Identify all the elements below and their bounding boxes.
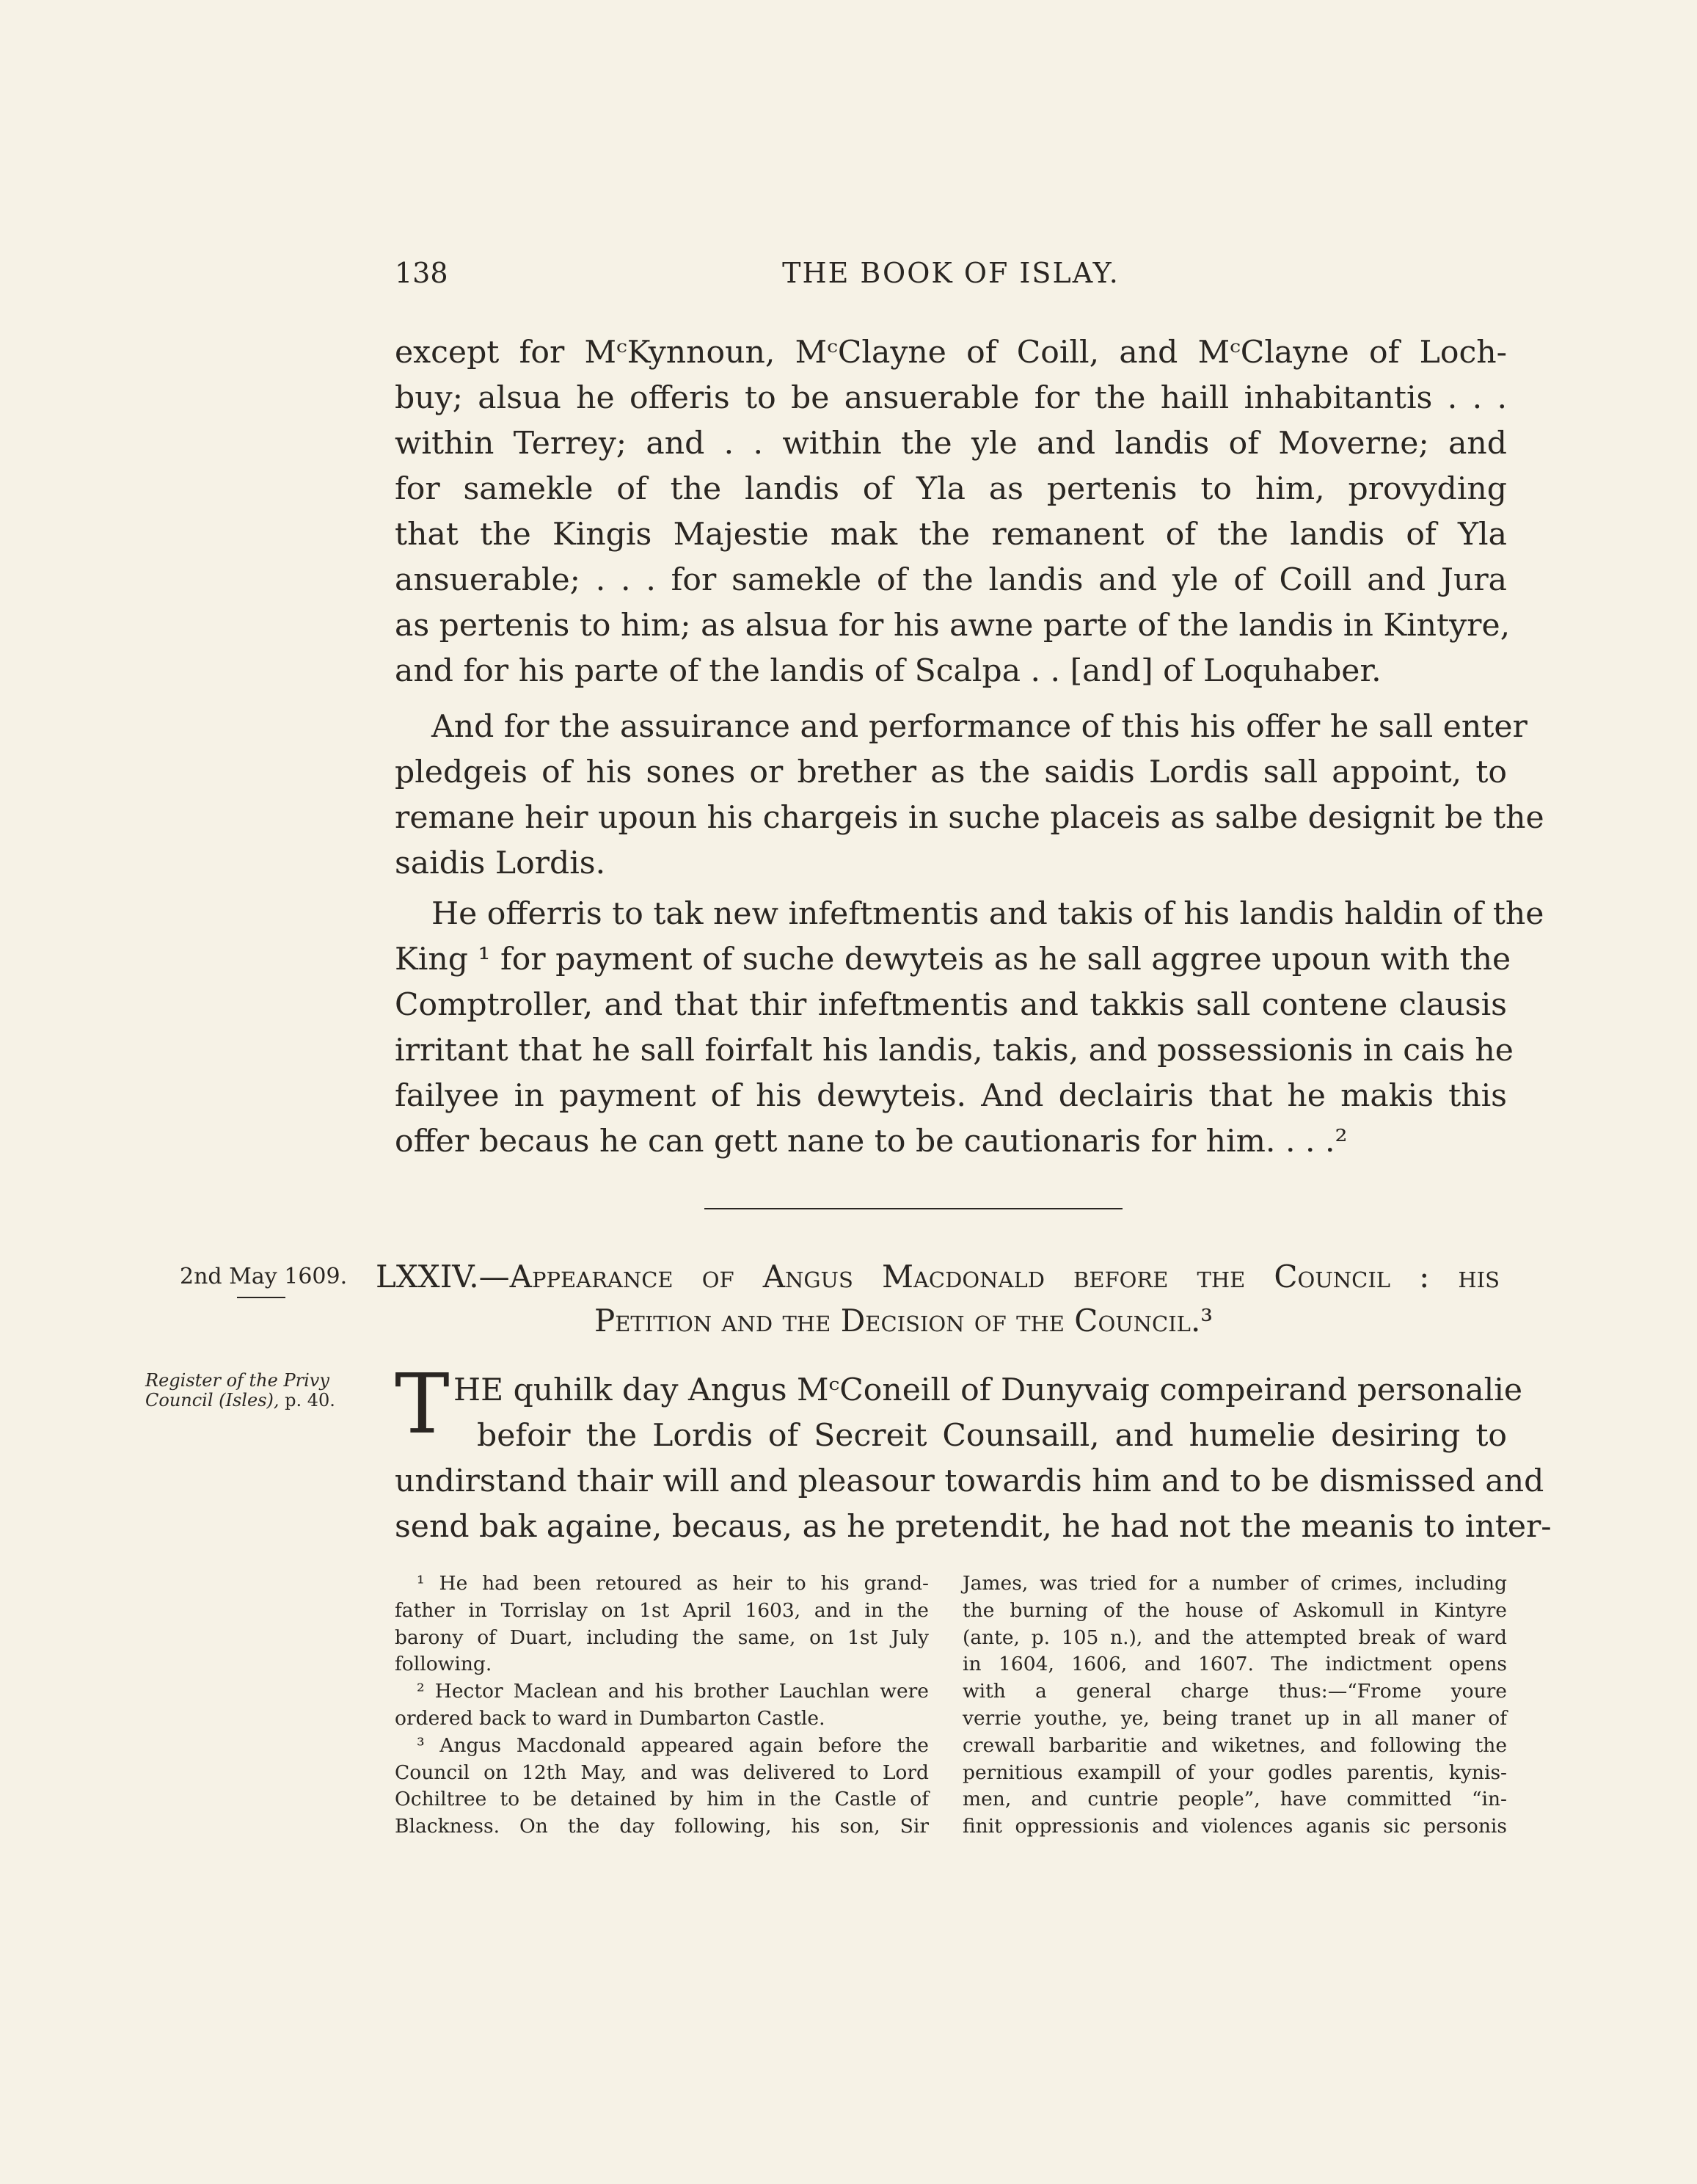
body-line: pledgeis of his sones or brether as the saidis Lordis sall appoint, to <box>395 754 1507 790</box>
footnote-line: crewall barbaritie and wiketnes, and following the <box>963 1733 1507 1757</box>
footnotes-right-column <box>963 1570 1507 1841</box>
body-line: King ¹ for payment of suche dewyteis as he sall aggree upoun with the <box>395 942 1511 978</box>
section-divider <box>704 1208 1123 1209</box>
footnote-line: James, was tried for a number of crimes, including <box>963 1572 1507 1595</box>
body-line: buy; alsua he offeris to be ansuerable for the haill inhabitantis . . . <box>395 380 1507 416</box>
footnote-line: in 1604, 1606, and 1607. The indictment opens <box>963 1653 1507 1676</box>
footnote-line: (ante, p. 105 n.), and the attempted break of ward <box>963 1626 1507 1649</box>
footnote-line: ² Hector Maclean and his brother Lauchlan were <box>417 1680 929 1703</box>
footnote-line: Ochiltree to be detained by him in the Castle of <box>395 1788 929 1811</box>
footnote-line: ordered back to ward in Dumbarton Castle. <box>395 1706 825 1730</box>
footnote-line: ³ Angus Macdonald appeared again before the <box>417 1733 929 1757</box>
footnote-line: ¹ He had been retoured as heir to his grand- <box>417 1572 929 1595</box>
footnotes-left-column <box>395 1570 929 1841</box>
footnote-line: men, and cuntrie people”, have committed “in- <box>963 1788 1507 1811</box>
section-line: befoir the Lordis of Secreit Counsaill, and humelie desiring to <box>477 1418 1507 1454</box>
body-line: that the Kingis Majestie mak the remanent of the landis of Yla <box>395 517 1507 553</box>
margin-reference <box>145 1371 365 1410</box>
footnote-line: with a general charge thus:—“Frome youre <box>963 1680 1507 1703</box>
body-line: remane heir upoun his chargeis in suche placeis as salbe designit be the <box>395 800 1544 836</box>
margin-date-rule <box>237 1297 285 1298</box>
margin-reference-page: p. 40. <box>285 1390 335 1410</box>
footnote-line: father in Torrislay on 1st April 1603, and in the <box>395 1598 929 1622</box>
footnote-line: finit oppressionis and violences aganis sic personis <box>963 1815 1507 1838</box>
body-line: He offerris to tak new infeftmentis and takis of his landis haldin of the <box>431 896 1544 932</box>
margin-reference-source: Register of the Privy Council (Isles), <box>145 1370 329 1410</box>
body-line: and for his parte of the landis of Scalpa . . [and] of Loquhaber. <box>395 653 1382 689</box>
section-line: send bak againe, becaus, as he pretendit, he had not the meanis to inter- <box>395 1509 1552 1545</box>
footnote-line: verrie youthe, ye, being tranet up in all maner of <box>963 1706 1507 1730</box>
page-number: 138 <box>395 257 448 289</box>
body-line: failyee in payment of his dewyteis. And declairis that he makis this <box>395 1078 1507 1114</box>
body-line: offer becaus he can gett nane to be cautionaris for him. . . .² <box>395 1124 1348 1160</box>
section-heading-line-1: LXXIV.—Appearance of Angus Macdonald before the Council : his <box>376 1259 1500 1295</box>
footnote-line: following. <box>395 1653 492 1676</box>
section-line: undirstand thair will and pleasour towardis him and to be dismissed and <box>395 1463 1544 1499</box>
body-line: as pertenis to him; as alsua for his awne parte of the landis in Kintyre, <box>395 608 1511 644</box>
body-line: except for MᶜKynnoun, MᶜClayne of Coill, and MᶜClayne of Loch- <box>395 335 1507 371</box>
margin-date: 2nd May 1609. <box>180 1264 348 1289</box>
body-line: saidis Lordis. <box>395 845 606 881</box>
footnote-line: barony of Duart, including the same, on 1st July <box>395 1626 929 1649</box>
body-line: ansuerable; . . . for samekle of the landis and yle of Coill and Jura <box>395 562 1507 598</box>
body-line: And for the assuirance and performance of this his offer he sall enter <box>431 709 1528 745</box>
running-title: THE BOOK OF ISLAY. <box>782 257 1120 289</box>
section-heading-line-2: Petition and the Decision of the Council.³ <box>594 1303 1214 1339</box>
drop-cap: T <box>395 1357 450 1452</box>
footnote-line: the burning of the house of Askomull in Kintyre <box>963 1598 1507 1622</box>
footnote-line: Council on 12th May, and was delivered to Lord <box>395 1761 929 1784</box>
body-line: within Terrey; and . . within the yle and landis of Moverne; and <box>395 426 1507 462</box>
running-header <box>395 257 1507 294</box>
footnote-line: pernitious exampill of your godles parentis, kynis- <box>963 1761 1507 1784</box>
section-line: HE quhilk day Angus MᶜConeill of Dunyvaig compeirand personalie <box>453 1372 1522 1408</box>
body-line: irritant that he sall foirfalt his landis, takis, and possessionis in cais he <box>395 1033 1514 1069</box>
body-line: Comptroller, and that thir infeftmentis and takkis sall contene clausis <box>395 987 1507 1023</box>
footnote-line: Blackness. On the day following, his son, Sir <box>395 1815 929 1838</box>
body-line: for samekle of the landis of Yla as pertenis to him, provyding <box>395 471 1507 507</box>
